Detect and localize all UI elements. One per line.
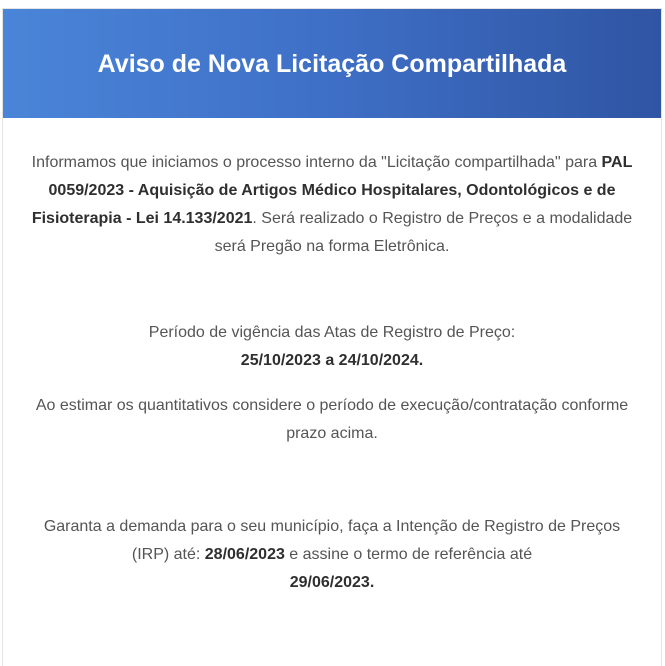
irp-deadline: 28/06/2023 — [204, 546, 285, 563]
notice-title: Aviso de Nova Licitação Compartilhada — [97, 50, 567, 78]
intro-process-name: PAL 0059/2023 - Aquisição de Artigos Médico Hospitalares, Odontológicos e de Fisioterapia - Lei 14.133/2021 — [31, 154, 633, 227]
demand-text-1: Garanta a demanda para o seu município, faça a Intenção de Registro de Preços (IRP) até: — [43, 518, 621, 563]
notice-card — [2, 8, 662, 666]
notice-header — [3, 9, 661, 118]
notice-body — [3, 118, 661, 597]
intro-text-1: Informamos que iniciamos o processo interno da "Licitação compartilhada" para — [31, 154, 602, 171]
term-deadline: 29/06/2023. — [289, 574, 375, 591]
intro-paragraph — [27, 118, 637, 261]
demand-text-2: e assine o termo de referência até — [284, 546, 533, 563]
intro-text-2: . Será realizado o Registro de Preços e a modalidade será Pregão na forma Eletrônica. — [214, 210, 633, 255]
validity-label: Período de vigência das Atas de Registro de Preço: — [148, 324, 516, 341]
demand-paragraph — [27, 513, 637, 597]
validity-paragraph — [27, 319, 637, 375]
estimate-paragraph: Ao estimar os quantitativos considere o período de execução/contratação conforme prazo acima. — [35, 397, 629, 442]
validity-dates: 25/10/2023 a 24/10/2024. — [240, 352, 424, 369]
